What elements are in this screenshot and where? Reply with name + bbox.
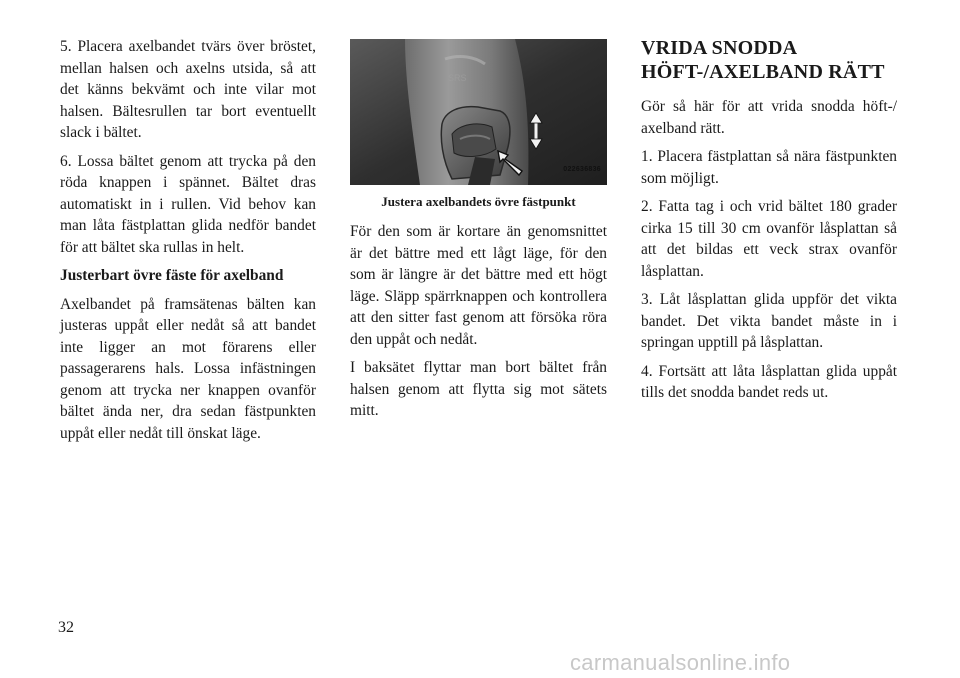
intro-paragraph: Gör så här för att vrida snodda höft-/ axelband rätt.	[641, 98, 897, 137]
right-column	[641, 36, 897, 411]
page-number: 32	[58, 619, 74, 636]
left-column	[60, 36, 316, 451]
section-subheading: Justerbart övre fäste för axelband	[60, 267, 284, 284]
step-6-paragraph: 6. Lossa bältet genom att trycka på den röda knappen i spännet. Bältet dras automatiskt in i rullen. Vid behov kan man låta fästplattan glida nedför bandet för att bältet ska rullas in helt.	[60, 152, 316, 256]
watermark: carmanualsonline.info	[570, 650, 791, 675]
svg-text:SRS: SRS	[448, 73, 467, 83]
step-5-paragraph: 5. Placera axelbandet tvärs över bröstet, mellan halsen och axelns utsida, så att det känns bekvämt och inte vilar mot halsen. Bältesrullen tar bort eventuellt slack i bältet.	[60, 38, 316, 141]
step-3-paragraph: 3. Låt låsplattan glida uppför det vikta bandet. Det vikta bandet måste in i springan upptill på låsplattan.	[641, 291, 897, 351]
step-1-paragraph: 1. Placera fästplattan så nära fästpunkten som möjligt.	[641, 148, 897, 187]
figure-caption: Justera axelbandets övre fästpunkt	[381, 194, 576, 209]
height-paragraph: För den som är kortare än genomsnittet är det bättre med ett lågt läge, för den som är längre är det bättre med ett högt läge. Släpp spärrknappen och kontrollera att den sitter fast genom att försöka röra den uppåt och nedåt.	[350, 223, 607, 348]
adjust-paragraph: Axelbandet på framsätenas bälten kan justeras uppåt eller nedåt så att bandet inte ligger an mot förarens eller passagerarens hals. Lossa infästningen genom att trycka ner knappen ovanför bältet ända ner, dra sedan fästpunkten uppåt eller nedåt till önskat läge.	[60, 295, 316, 442]
seatbelt-anchor-figure	[350, 39, 607, 185]
heading-line-1: VRIDA SNODDA	[641, 37, 798, 59]
heading-line-2: HÖFT-/AXELBAND RÄTT	[641, 61, 885, 83]
figure-code: 022636836	[563, 165, 601, 173]
rear-seat-paragraph: I baksätet flyttar man bort bältet från halsen genom att flytta sig mot sätets mitt.	[350, 359, 607, 419]
middle-column	[350, 36, 607, 429]
step-4-paragraph: 4. Fortsätt att låta låsplattan glida uppåt tills det snodda bandet reds ut.	[641, 362, 897, 401]
step-2-paragraph: 2. Fatta tag i och vrid bältet 180 grader cirka 15 till 30 cm ovanför låsplattan så att det bildas ett veck strax ovanför låsplattan.	[641, 198, 897, 280]
section-heading	[641, 36, 897, 84]
